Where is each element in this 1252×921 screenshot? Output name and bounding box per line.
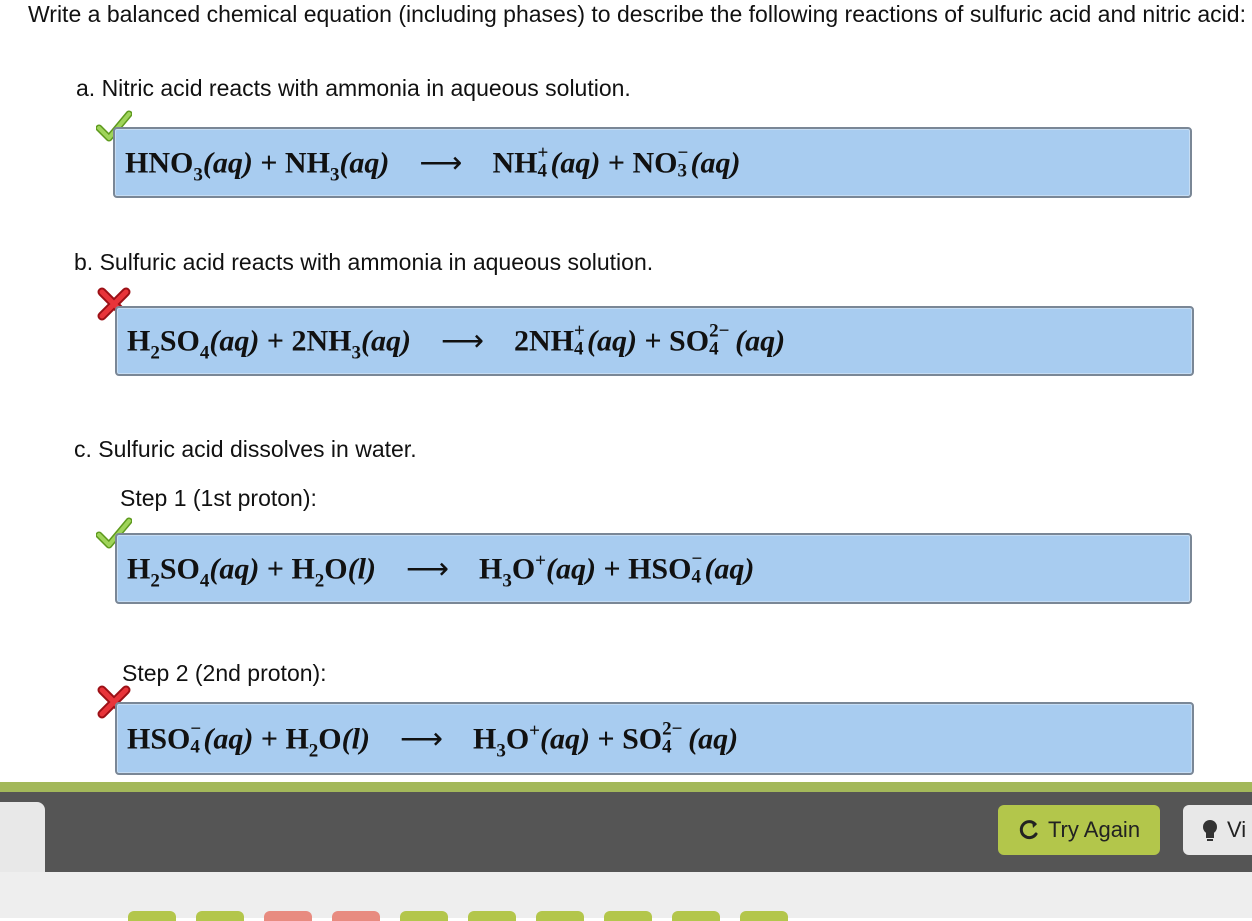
answer-box-b[interactable] [115,306,1194,376]
answer-box-c2[interactable] [115,702,1194,775]
equation-c1: $H_2SO_4(aq) + H_2O(l)$ ⟶ $H_3O^+(aq)$ + HSO − 4 (aq) [127,548,755,591]
progress-dot[interactable] [740,911,788,921]
step-2-label: Step 2 (2nd proton): [122,660,327,686]
view-label: Vi [1227,817,1247,842]
progress-dot[interactable] [400,911,448,921]
progress-dot[interactable] [196,911,244,921]
progress-dot[interactable] [468,911,516,921]
progress-dot[interactable] [672,911,720,921]
answer-box-c1[interactable] [115,533,1192,604]
equation-c2: HSO − 4 $(aq) + H_2O(l)$ ⟶ $H_3O^+(aq)$ + SO 2− 4 (aq) [127,718,739,761]
step-1-label: Step 1 (1st proton): [120,485,317,511]
try-again-button[interactable] [998,805,1160,855]
question-c-label: c. Sulfuric acid dissolves in water. [74,436,417,462]
prompt-text: Write a balanced chemical equation (including phases) to describe the following reactions of sulfuric acid and nitric acid: [28,1,1246,27]
lightbulb-icon [1199,818,1221,842]
answer-box-a[interactable] [113,127,1192,198]
progress-dot[interactable] [604,911,652,921]
question-b-label: b. Sulfuric acid reacts with ammonia in aqueous solution. [74,249,654,275]
view-button[interactable] [1183,805,1252,855]
progress-dot[interactable] [332,911,380,921]
toolbar-left-panel[interactable] [0,802,45,872]
accent-strip [0,782,1252,792]
equation-b: $H_2SO_4(aq) + 2NH_3(aq)$ ⟶ 2NH + 4 (aq) + SO 2− 4 (aq) [127,320,786,364]
retry-icon [1018,819,1040,841]
question-a-label: a. Nitric acid reacts with ammonia in aqueous solution. [76,75,631,101]
progress-dot[interactable] [536,911,584,921]
progress-dot[interactable] [128,911,176,921]
try-again-label: Try Again [1047,817,1141,842]
equation-a: $HNO_3(aq) + NH_3(aq)$ ⟶ NH + 4 (aq) + NO − 3 (aq) [125,142,741,185]
progress-dot[interactable] [264,911,312,921]
